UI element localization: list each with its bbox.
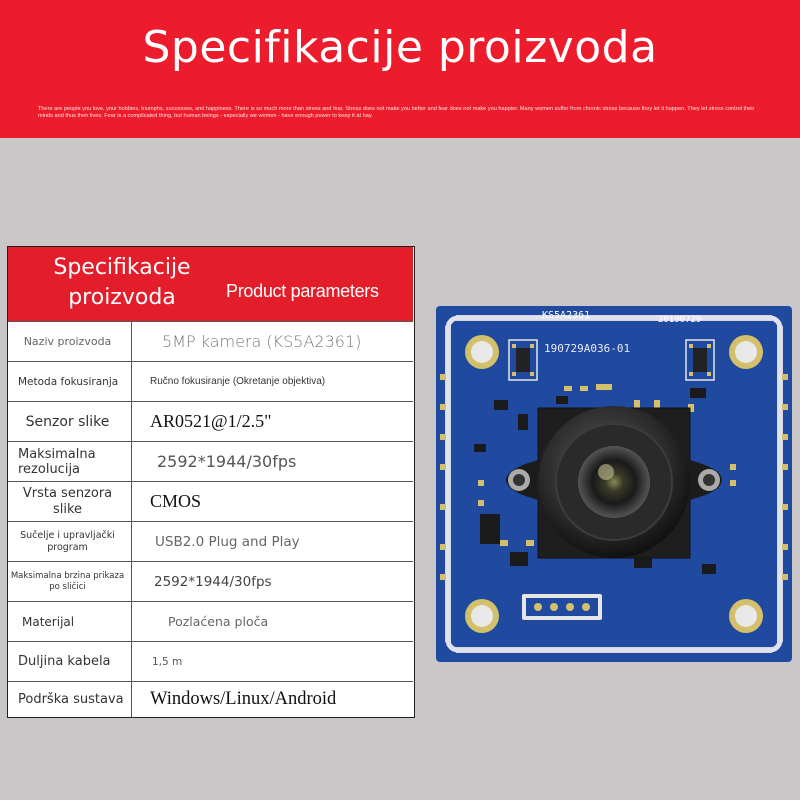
- table-row: [8, 561, 413, 601]
- row-label: Maksimalna rezolucija: [8, 442, 132, 481]
- mounting-hole-tl: [465, 335, 499, 369]
- row-label: Metoda fokusiranja: [8, 362, 132, 401]
- table-row: [8, 321, 413, 361]
- board-date-label: 20190729: [658, 315, 702, 325]
- table-row: [8, 401, 413, 441]
- row-value: USB2.0 Plug and Play: [155, 533, 300, 550]
- board-model-label: KS5A2361: [542, 310, 591, 321]
- mounting-hole-bl: [465, 599, 499, 633]
- table-row: [8, 601, 413, 641]
- header-title-english: Product parameters: [226, 281, 379, 301]
- banner-note: There are people you love, your hobbies, triumphs, successes, and happiness. There is so much more than stress and fear. Stress does not make you better and fear does not make you happier. Many women suffer from chronic stress because they let it happen. They let stress control their minds and thus their lives. Fear is a complicated thing, but human beings - especially we women - have enough power to keep it at bay.: [38, 106, 755, 119]
- table-row: [8, 481, 413, 521]
- row-value: Pozlaćena ploča: [168, 614, 269, 629]
- row-label: Maksimalna brzina prikaza po sličici: [8, 562, 132, 601]
- row-label: Podrška sustava: [8, 682, 132, 717]
- board-serial-label: 190729A036-01: [544, 342, 631, 355]
- row-value: 5MP kamera (KS5A2361): [162, 332, 362, 351]
- bottom-connector: [522, 594, 602, 620]
- camera-board-image: [434, 304, 800, 664]
- mounting-hole-tr: [729, 335, 763, 369]
- row-value: 2592*1944/30fps: [154, 573, 272, 590]
- table-row: [8, 361, 413, 401]
- row-label: Materijal: [8, 602, 132, 641]
- row-value: CMOS: [150, 491, 202, 511]
- row-label: Vrsta senzora slike: [8, 482, 132, 521]
- top-banner: [0, 0, 800, 138]
- row-value: AR0521@1/2.5": [150, 411, 272, 431]
- row-value: 1,5 m: [152, 655, 183, 668]
- table-row: [8, 681, 413, 717]
- row-value: Windows/Linux/Android: [150, 689, 337, 709]
- spec-table-header: [8, 247, 413, 321]
- spec-table: [7, 246, 415, 718]
- row-label: Sučelje i upravljački program: [8, 522, 132, 561]
- row-label: Duljina kabela: [8, 642, 132, 681]
- row-label: Naziv proizvoda: [8, 322, 132, 361]
- banner-title: Specifikacije proizvoda: [142, 22, 658, 73]
- row-value: 2592*1944/30fps: [157, 452, 297, 471]
- table-row: [8, 521, 413, 561]
- camera-board-illustration: [434, 304, 800, 664]
- lens-glass: [578, 446, 650, 518]
- table-row: [8, 441, 413, 481]
- table-row: [8, 641, 413, 681]
- header-title-local: Specifikacije proizvoda: [53, 255, 191, 310]
- row-label: Senzor slike: [8, 402, 132, 441]
- mounting-hole-br: [729, 599, 763, 633]
- row-value: Ručno fokusiranje (Okretanje objektiva): [150, 376, 326, 387]
